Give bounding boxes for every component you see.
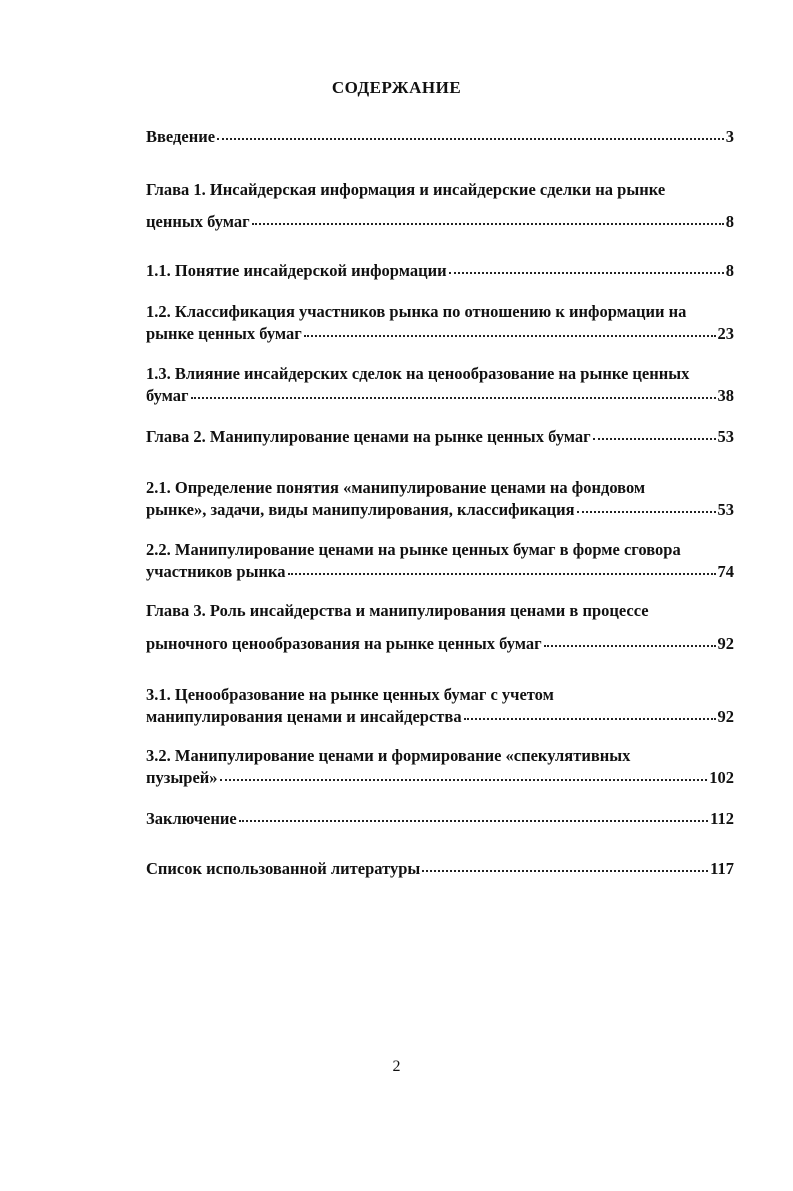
toc-entry-page: 53: [717, 427, 734, 446]
toc-entry-conclusion: [146, 809, 734, 831]
toc-entry-label: манипулирования ценами и инсайдерства: [146, 707, 462, 726]
toc-entry-label-line1: 3.2. Манипулирование ценами и формирование «спекулятивных: [146, 746, 631, 765]
toc-entry-page: 102: [709, 768, 734, 787]
toc-entry-chapter-3: [146, 601, 734, 656]
toc-entry-page: 92: [717, 707, 734, 726]
toc-entry-label: Список использованной литературы: [146, 859, 421, 878]
dot-leader: [464, 718, 716, 720]
toc-entry-1-2: [146, 302, 734, 346]
toc-entry-chapter-2: [146, 427, 734, 449]
toc-entry-bibliography: [146, 859, 734, 881]
toc-entry-2-2: [146, 540, 734, 584]
dot-leader: [239, 820, 708, 822]
toc-entry-label: 1.1. Понятие инсайдерской информации: [146, 261, 447, 280]
dot-leader: [220, 779, 708, 781]
toc-entry-label: Глава 2. Манипулирование ценами на рынке ценных бумаг: [146, 427, 591, 446]
toc-entry-1-3: [146, 364, 734, 408]
toc-entry-label: ценных бумаг: [146, 212, 250, 231]
toc-entry-page: 53: [717, 500, 734, 519]
toc-entry-label-line1: 2.1. Определение понятия «манипулирование ценами на фондовом: [146, 478, 646, 497]
toc-entry-page: 92: [717, 634, 734, 653]
dot-leader: [577, 511, 716, 513]
toc-title: СОДЕРЖАНИЕ: [331, 78, 462, 97]
toc-entry-1-1: [146, 261, 734, 283]
toc-entry-page: 8: [725, 212, 734, 231]
toc-entry-label: пузырей»: [146, 768, 218, 787]
dot-leader: [304, 335, 716, 337]
toc-entry-page: 74: [717, 562, 734, 581]
toc-entry-label-line1: 3.1. Ценообразование на рынке ценных бумаг с учетом: [146, 685, 554, 704]
dot-leader: [288, 573, 716, 575]
page-number: 2: [392, 1058, 401, 1075]
dot-leader: [191, 397, 716, 399]
toc-entry-page: 8: [725, 261, 734, 280]
toc-entry-label: Заключение: [146, 809, 237, 828]
toc-entry-label: рынке ценных бумаг: [146, 324, 302, 343]
toc-entry-label-line1: Глава 1. Инсайдерская информация и инсайдерские сделки на рынке: [146, 180, 666, 199]
dot-leader: [544, 645, 716, 647]
toc-entry-chapter-1: [146, 180, 734, 234]
toc-entry-page: 112: [710, 809, 734, 828]
toc-entry-page: 23: [717, 324, 734, 343]
toc-entry-2-1: [146, 478, 734, 522]
dot-leader: [252, 223, 724, 225]
toc-entry-page: 117: [710, 859, 734, 878]
toc-entry-label: рыночного ценообразования на рынке ценных бумаг: [146, 634, 542, 653]
toc-entry-3-1: [146, 685, 734, 729]
toc-entry-label-line1: 1.2. Классификация участников рынка по отношению к информации на: [146, 302, 687, 321]
toc-entry-label-line1: 1.3. Влияние инсайдерских сделок на ценообразование на рынке ценных: [146, 364, 690, 383]
toc-entry-label: бумаг: [146, 386, 189, 405]
toc-entry-page: 38: [717, 386, 734, 405]
toc-entry-label: рынке», задачи, виды манипулирования, классификация: [146, 500, 575, 519]
toc-entry-label: участников рынка: [146, 562, 286, 581]
dot-leader: [422, 870, 708, 872]
dot-leader: [593, 438, 716, 440]
toc-entry-3-2: [146, 746, 734, 790]
toc-entry-label-line1: 2.2. Манипулирование ценами на рынке ценных бумаг в форме сговора: [146, 540, 681, 559]
toc-entry-label-line1: Глава 3. Роль инсайдерства и манипулирования ценами в процессе: [146, 601, 649, 620]
toc-entry-label: Введение: [146, 127, 216, 146]
dot-leader: [449, 272, 724, 274]
dot-leader: [217, 138, 724, 140]
toc-entry-introduction: [146, 127, 734, 149]
toc-entry-page: 3: [725, 127, 734, 146]
